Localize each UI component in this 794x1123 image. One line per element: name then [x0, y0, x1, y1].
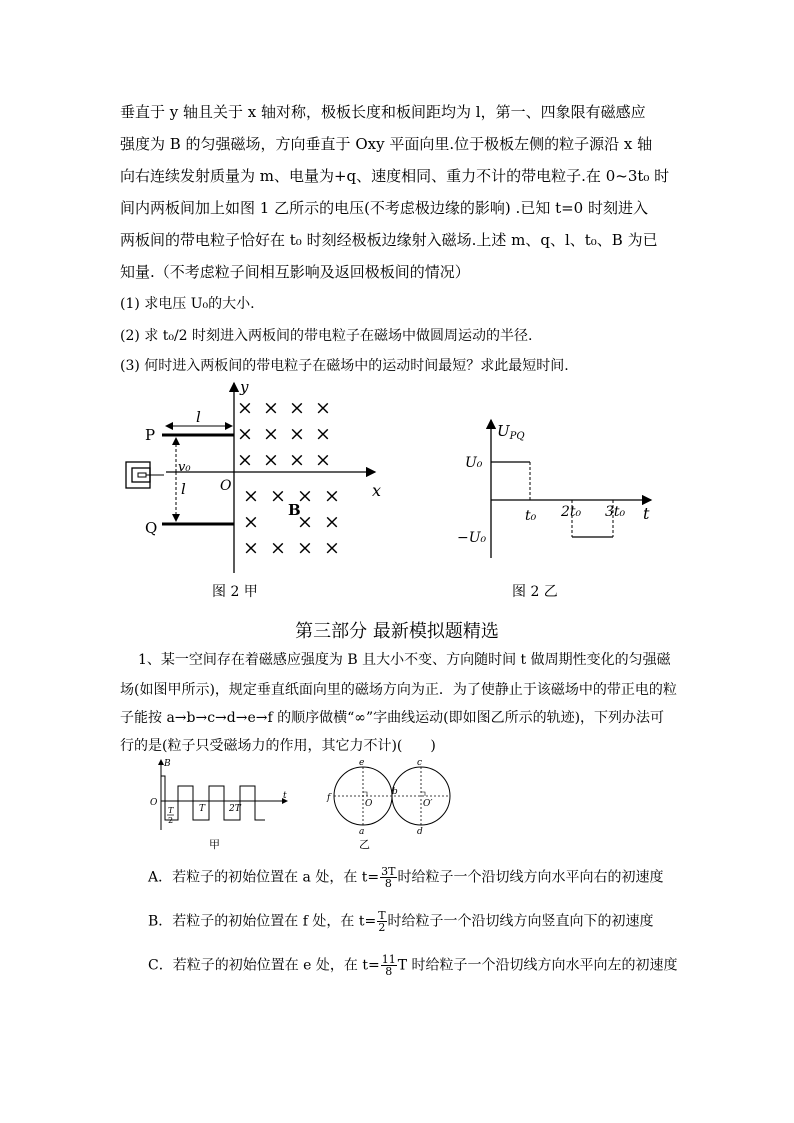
field-cross: ×: [237, 423, 253, 445]
field-cross: ×: [263, 449, 279, 471]
field-crosses-bottom: [243, 485, 340, 559]
field-cross: ×: [243, 511, 259, 533]
plate-Q-label: Q: [145, 519, 158, 537]
figA-tick-T2-num: T: [168, 806, 174, 815]
field-cross: ×: [289, 449, 305, 471]
center-O: O: [365, 799, 373, 809]
question-3: (3) 何时进入两板间的带电粒子在磁场中的运动时间最短？求此最短时间.: [120, 358, 569, 374]
figure-2a: [110, 378, 400, 578]
point-c: c: [417, 758, 423, 768]
field-B-label: B: [288, 501, 301, 519]
figure-2b: [455, 418, 665, 568]
figA-tick-2T: 2T: [229, 804, 241, 814]
field-cross: ×: [243, 537, 259, 559]
field-crosses-top: [237, 397, 331, 471]
velocity-label: v₀: [178, 460, 191, 475]
field-cross: ×: [324, 485, 340, 507]
figA-O-label: O: [150, 798, 158, 808]
field-cross: ×: [289, 397, 305, 419]
problem1-line-4: 行的是(粒子只受磁场力的作用，其它力不计)( ): [120, 738, 436, 754]
option-C[interactable]: C．若粒子的初始位置在 e 处，在 t= $\frac{11}{8}$ T 时给粒子一个沿切线方向水平向左的初速度: [148, 953, 678, 978]
problem1-line-1: 1、某一空间存在着磁感应强度为 B 且大小不变、方向随时间 t 做周期性变化的匀强磁: [138, 652, 671, 668]
problem-line-4: 间内两板间加上如图 1 乙所示的电压(不考虑极边缘的影响) .已知 t=0 时刻进入: [120, 199, 648, 217]
problem-line-3: 向右连续发射质量为 m、电量为+q、速度相同、重力不计的带电粒子.在 0~3t₀ 时: [120, 167, 670, 185]
origin-label: O: [220, 478, 232, 494]
y-axis-label: y: [240, 378, 249, 396]
problem1-line-3: 子能按 a→b→c→d→e→f 的顺序做横“∞”字曲线运动(即如图乙所示的轨迹)，下列办法可: [120, 710, 665, 726]
point-b: b: [392, 787, 398, 797]
field-cross: ×: [263, 423, 279, 445]
problem-line-2: 强度为 B 的匀强磁场，方向垂直于 Oxy 平面向里.位于极板左侧的粒子源沿 x 轴: [120, 135, 653, 153]
option-B[interactable]: B．若粒子的初始位置在 f 处，在 t= $\frac{T}{2}$ 时给粒子一个沿切线方向竖直向下的初速度: [148, 909, 654, 934]
figure-A-caption: 甲: [209, 838, 220, 851]
tick-3t0: 3t₀: [605, 504, 626, 520]
field-cross: ×: [324, 511, 340, 533]
tick-t0: t₀: [525, 508, 537, 524]
field-cross: ×: [297, 537, 313, 559]
figA-tick-T: T: [199, 804, 206, 814]
section-title: 第三部分 最新模拟题精选: [295, 621, 499, 642]
field-cross: ×: [324, 537, 340, 559]
figure-2a-caption: 图 2 甲: [212, 584, 258, 600]
x-axis-label: x: [372, 481, 382, 500]
distance-l-label: l: [181, 480, 186, 498]
voltage-axis-label: $U_{PQ}$: [497, 422, 525, 442]
problem1-line-2: 场(如图甲所示)，规定垂直纸面向里的磁场方向为正．为了使静止于该磁场中的带正电的粒: [120, 682, 677, 698]
problem-line-6: 知量.（不考虑粒子间相互影响及返回极板间的情况）: [120, 263, 470, 281]
question-2: (2) 求 t₀/2 时刻进入两板间的带电粒子在磁场中做圆周运动的半径.: [120, 328, 533, 344]
field-cross: ×: [263, 397, 279, 419]
length-l-top-label: l: [196, 408, 201, 426]
negU0-label: −U₀: [457, 530, 487, 546]
field-cross: ×: [270, 537, 286, 559]
plate-P-label: P: [145, 426, 156, 444]
field-cross: ×: [237, 397, 253, 419]
figure-B: [325, 758, 455, 838]
problem-line-1: 垂直于 y 轴且关于 x 轴对称，极板长度和板间距均为 l，第一、四象限有磁感应: [120, 103, 646, 121]
field-cross: ×: [315, 397, 331, 419]
field-cross: ×: [297, 485, 313, 507]
question-1: (1) 求电压 U₀的大小.: [120, 296, 255, 312]
figA-B-label: B: [164, 759, 171, 769]
point-f: f: [327, 793, 331, 803]
field-cross: ×: [270, 485, 286, 507]
figure-B-caption: 乙: [359, 838, 370, 851]
field-cross: ×: [315, 449, 331, 471]
field-cross: ×: [297, 511, 313, 533]
figA-tick-T2-den: 2: [168, 816, 174, 825]
figure-A: [145, 758, 295, 833]
tick-2t0: 2t₀: [561, 504, 582, 520]
B-square-wave: [161, 776, 265, 820]
option-A[interactable]: A．若粒子的初始位置在 a 处，在 t= $\frac{3T}{8}$ 时给粒子一个沿切线方向水平向右的初速度: [148, 865, 664, 890]
point-d: d: [417, 827, 423, 837]
point-e: e: [359, 758, 365, 768]
field-cross: ×: [243, 485, 259, 507]
field-cross: ×: [237, 449, 253, 471]
particle-source: [126, 462, 164, 488]
figure-2b-caption: 图 2 乙: [512, 584, 558, 600]
time-axis-label: t: [643, 504, 650, 523]
field-cross: ×: [289, 423, 305, 445]
point-a: a: [359, 827, 365, 837]
figA-t-label: t: [283, 791, 287, 801]
U0-label: U₀: [465, 455, 483, 471]
problem-line-5: 两板间的带电粒子恰好在 t₀ 时刻经极板边缘射入磁场.上述 m、q、l、t₀、B 为已: [120, 231, 658, 249]
field-cross: ×: [315, 423, 331, 445]
center-O-prime: O′: [423, 799, 433, 809]
